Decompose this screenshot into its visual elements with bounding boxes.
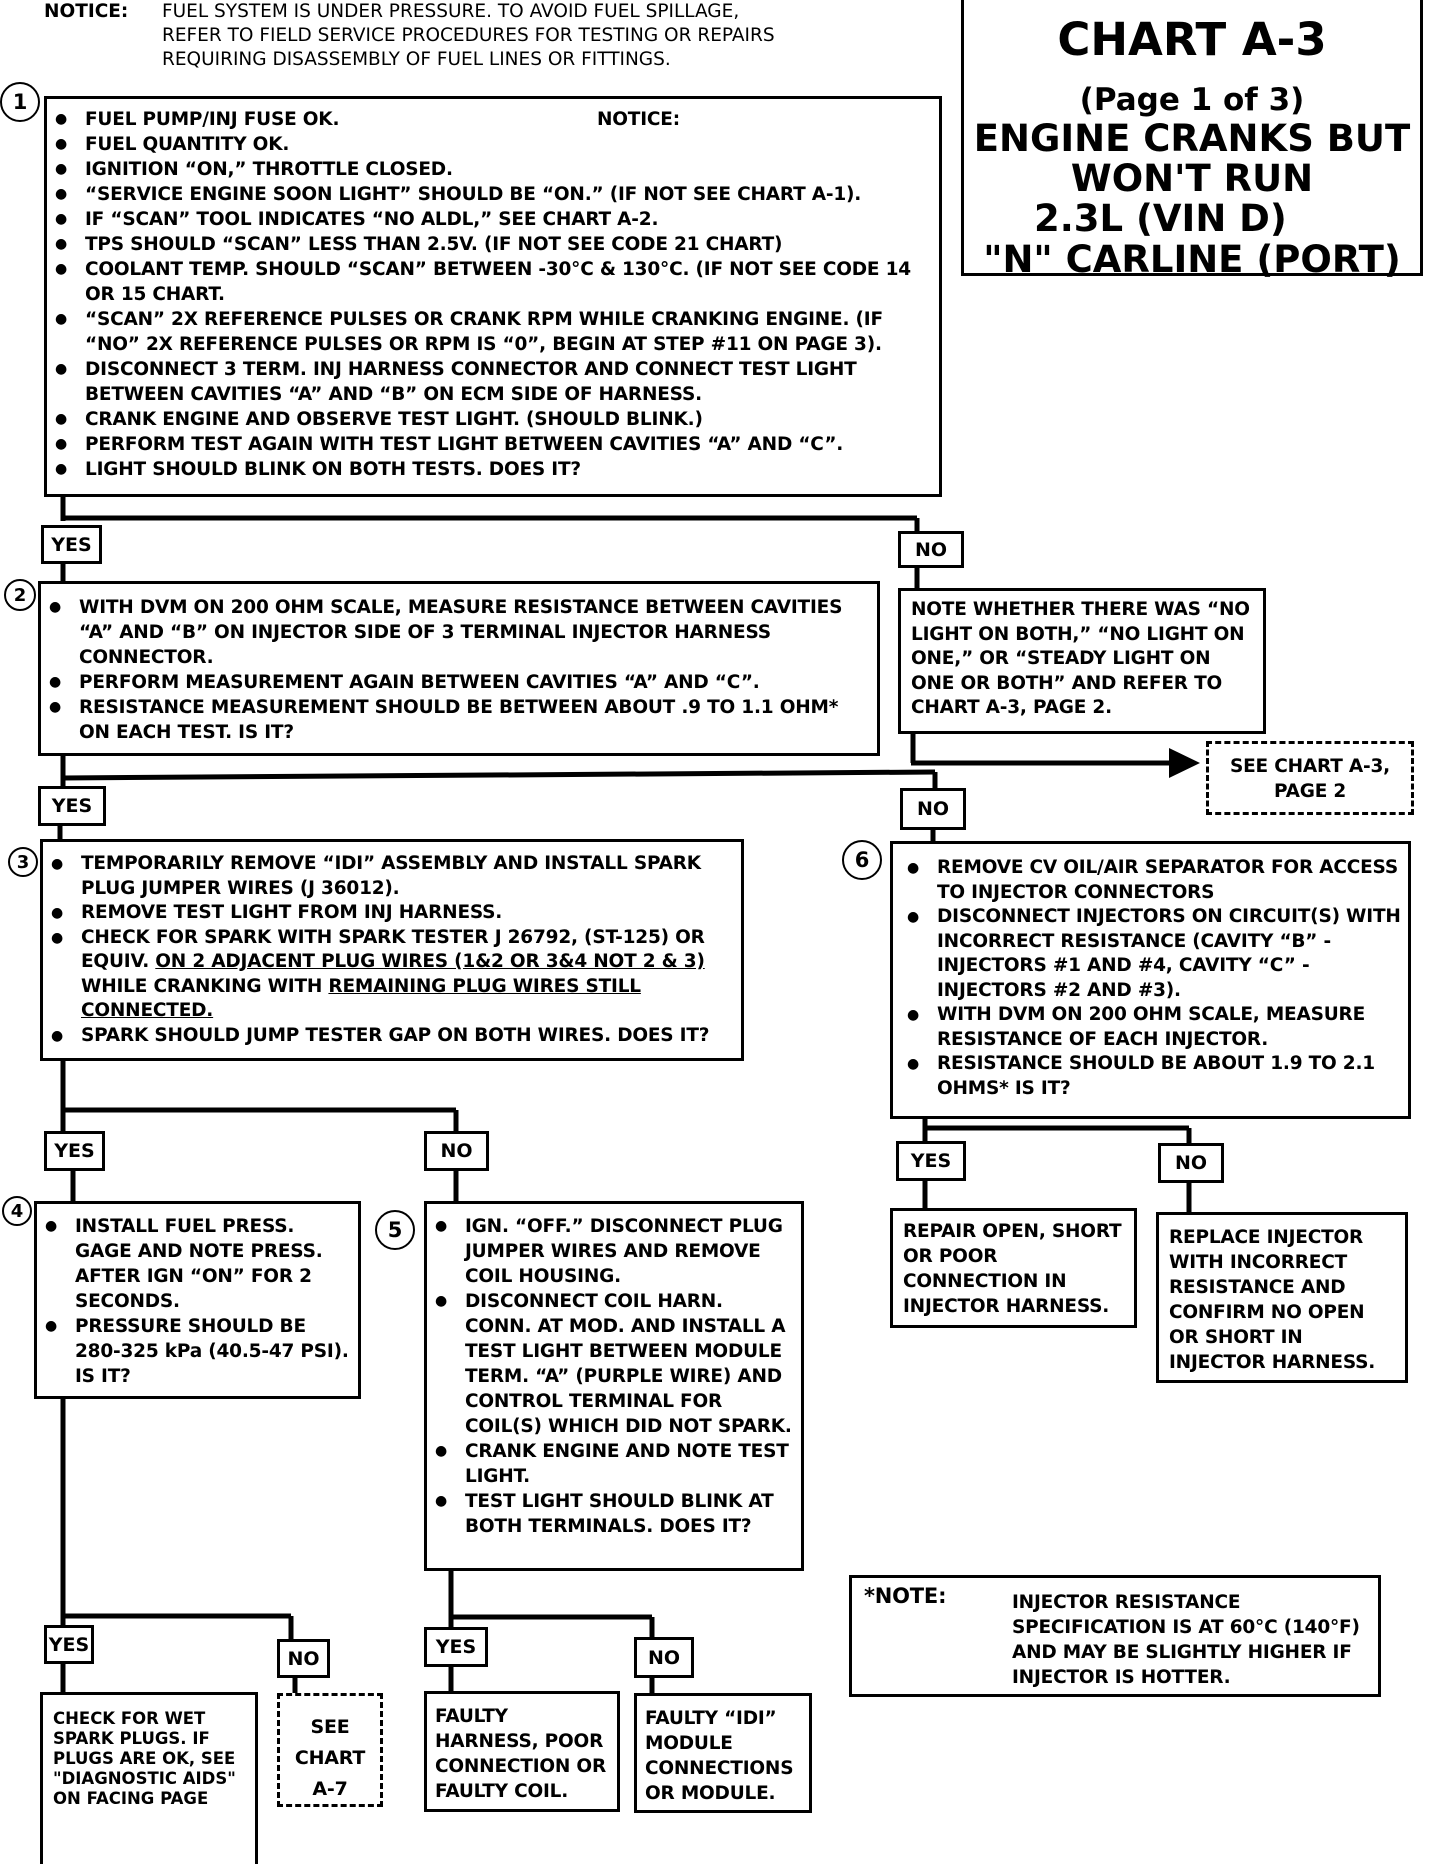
step-4-box (34, 1201, 361, 1399)
step-1-number: 1 (0, 82, 40, 122)
see-a7-line-1: SEE (310, 1716, 350, 1738)
step-4-yes-text: CHECK FOR WET SPARK PLUGS. IF PLUGS ARE OK, SEE "DIAGNOSTIC AIDS" ON FACING PAGE (53, 1709, 236, 1808)
notice-line-3: REQUIRING DISASSEMBLY OF FUEL LINES OR FITTINGS. (162, 49, 671, 70)
step-6-yes-result (890, 1208, 1137, 1328)
step-1-item: ● IGNITION “ON,” THROTTLE CLOSED. (51, 157, 933, 182)
connector-s2-split (63, 772, 935, 778)
step-5-no-label: NO (634, 1637, 694, 1678)
step-4-item: ● PRESSURE SHOULD BE 280-325 kPa (40.5-47 PSI). IS IT? (41, 1314, 352, 1389)
step-1-no-text: NOTE WHETHER THERE WAS “NO LIGHT ON BOTH,” “NO LIGHT ON ONE,” OR “STEADY LIGHT ON ONE OR BOTH” AND REFER TO CHART A-3, PAGE 2. (911, 599, 1250, 718)
step-5-no-result (634, 1693, 812, 1813)
step-1-yes-label: YES (41, 525, 102, 564)
see-a3-line-1: SEE CHART A-3, (1230, 756, 1390, 777)
step-2-number: 2 (4, 579, 36, 611)
step-5-box (424, 1201, 804, 1571)
chart-title: CHART A-3 (1057, 13, 1327, 66)
notice-label: NOTICE: (44, 1, 129, 22)
injector-note-box (849, 1575, 1381, 1697)
step-1-item: ● IF “SCAN” TOOL INDICATES “NO ALDL,” SEE CHART A-2. (51, 207, 933, 232)
step-5-number: 5 (375, 1210, 415, 1250)
step-1-item: ● CRANK ENGINE AND OBSERVE TEST LIGHT. (SHOULD BLINK.) (51, 407, 933, 432)
step-5-yes-label: YES (424, 1627, 488, 1667)
notice-line-1: FUEL SYSTEM IS UNDER PRESSURE. TO AVOID FUEL SPILLAGE, (162, 1, 740, 22)
chart-title-box (961, 0, 1423, 281)
step-2-item: ● RESISTANCE MEASUREMENT SHOULD BE BETWEEN ABOUT .9 TO 1.1 OHM* ON EACH TEST. IS IT? (45, 695, 871, 745)
see-a7-line-2: CHART (294, 1747, 366, 1769)
step-1-item: ● LIGHT SHOULD BLINK ON BOTH TESTS. DOES IT? (51, 457, 933, 482)
step-6-no-result (1156, 1212, 1408, 1383)
step-6-yes-text: REPAIR OPEN, SHORT OR POOR CONNECTION IN INJECTOR HARNESS. (903, 1221, 1122, 1317)
note-text: INJECTOR RESISTANCE SPECIFICATION IS AT 60°C (140°F) AND MAY BE SLIGHTLY HIGHER IF INJECTOR IS HOTTER. (1012, 1592, 1360, 1688)
step-2-yes-label: YES (38, 786, 106, 826)
step-4-item: ● INSTALL FUEL PRESS. GAGE AND NOTE PRESS. AFTER IGN “ON” FOR 2 SECONDS. (41, 1214, 352, 1314)
step-3-item3-underlined-1: ON 2 ADJACENT PLUG WIRES (1&2 OR 3&4 NOT 2 & 3) (155, 951, 705, 972)
step-3-item: ● SPARK SHOULD JUMP TESTER GAP ON BOTH WIRES. DOES IT? (47, 1024, 735, 1049)
step-6-no-text: REPLACE INJECTOR WITH INCORRECT RESISTANCE AND CONFIRM NO OPEN OR SHORT IN INJECTOR HARNESS. (1169, 1227, 1376, 1373)
step-3-yes-label: YES (44, 1131, 105, 1171)
step-6-box (890, 841, 1411, 1119)
step-2-item: ● PERFORM MEASUREMENT AGAIN BETWEEN CAVITIES “A” AND “C”. (45, 670, 871, 695)
step-5-yes-text: FAULTY HARNESS, POOR CONNECTION OR FAULTY COIL. (435, 1706, 607, 1802)
see-a7-line-3: A-7 (312, 1778, 348, 1800)
step-1-checklist (51, 107, 933, 482)
step-3-item: ● REMOVE TEST LIGHT FROM INJ HARNESS. (47, 901, 735, 926)
step-1-item: ● COOLANT TEMP. SHOULD “SCAN” BETWEEN -30°C & 130°C. (IF NOT SEE CODE 14 OR 15 CHART. (51, 257, 933, 307)
chart-carline: "N" CARLINE (PORT) (983, 238, 1401, 281)
step-3-number: 3 (8, 847, 38, 877)
step-5-item: ● TEST LIGHT SHOULD BLINK AT BOTH TERMINALS. DOES IT? (431, 1489, 795, 1539)
step-1-no-label: NO (898, 531, 964, 568)
step-5-no-text: FAULTY “IDI” MODULE CONNECTIONS OR MODULE. (645, 1708, 794, 1804)
step-6-item: ● WITH DVM ON 200 OHM SCALE, MEASURE RESISTANCE OF EACH INJECTOR. (903, 1003, 1402, 1052)
step-4-yes-label: YES (44, 1625, 94, 1664)
step-6-checklist (903, 856, 1402, 1101)
arrowhead-see-a3 (1169, 748, 1200, 778)
step-1-item: ● DISCONNECT 3 TERM. INJ HARNESS CONNECTOR AND CONNECT TEST LIGHT BETWEEN CAVITIES “A” AND “B” ON ECM SIDE OF HARNESS. (51, 357, 933, 407)
step-5-item: ● IGN. “OFF.” DISCONNECT PLUG JUMPER WIRES AND REMOVE COIL HOUSING. (431, 1214, 795, 1289)
see-chart-a7 (277, 1693, 383, 1807)
step-2-no-label: NO (900, 788, 966, 830)
step-5-item: ● CRANK ENGINE AND NOTE TEST LIGHT. (431, 1439, 795, 1489)
chart-subtitle-1: ENGINE CRANKS BUT (973, 117, 1411, 160)
step-6-number: 6 (842, 840, 882, 880)
step-1-notice: NOTICE: (597, 109, 680, 130)
step-5-item: ● DISCONNECT COIL HARN. CONN. AT MOD. AND INSTALL A TEST LIGHT BETWEEN MODULE TERM. “A” (PURPLE WIRE) AND CONTROL TERMINAL FOR COIL(S) WHICH DID NOT SPARK. (431, 1289, 795, 1439)
note-label: *NOTE: (864, 1584, 947, 1608)
step-1-item: ● FUEL PUMP/INJ FUSE OK. (51, 107, 933, 132)
step-1-item: ● PERFORM TEST AGAIN WITH TEST LIGHT BETWEEN CAVITIES “A” AND “C”. (51, 432, 933, 457)
step-3-item3-text-a: CHECK FOR SPARK WITH SPARK TESTER J 26792, (ST-125) OR EQUIV. (81, 926, 705, 972)
step-2-box (38, 581, 880, 756)
step-4-checklist (41, 1214, 352, 1389)
step-3-item (47, 926, 735, 1024)
see-chart-a3-page2 (1206, 741, 1414, 815)
step-2-checklist (45, 595, 871, 745)
step-3-item3-text-b: WHILE CRANKING WITH (81, 975, 329, 997)
step-3-item3-underlined-2: REMAINING PLUG WIRES STILL CONNECTED. (81, 975, 641, 1021)
step-1-no-result (898, 588, 1266, 734)
step-6-yes-label: YES (896, 1141, 966, 1181)
step-6-item: ● DISCONNECT INJECTORS ON CIRCUIT(S) WITH INCORRECT RESISTANCE (CAVITY “B” - INJECTORS #1 AND #4, CAVITY “C” - INJECTORS #2 AND #3). (903, 905, 1402, 1003)
chart-engine: 2.3L (VIN D) (1034, 197, 1287, 240)
step-3-item: ● TEMPORARILY REMOVE “IDI” ASSEMBLY AND INSTALL SPARK PLUG JUMPER WIRES (J 36012). (47, 852, 735, 901)
step-4-yes-result (40, 1692, 258, 1864)
see-a3-line-2: PAGE 2 (1273, 781, 1347, 802)
step-1-item: ● FUEL QUANTITY OK. (51, 132, 933, 157)
step-4-no-label: NO (277, 1639, 330, 1678)
step-2-item: ● WITH DVM ON 200 OHM SCALE, MEASURE RESISTANCE BETWEEN CAVITIES “A” AND “B” ON INJECTOR SIDE OF 3 TERMINAL INJECTOR HARNESS CONNECTOR. (45, 595, 871, 670)
step-5-yes-result (424, 1691, 620, 1812)
step-3-checklist (47, 852, 735, 1048)
step-5-checklist (431, 1214, 795, 1539)
chart-subtitle-2: WON'T RUN (1070, 157, 1314, 200)
chart-page: (Page 1 of 3) (1079, 82, 1305, 118)
step-1-item: ● “SERVICE ENGINE SOON LIGHT” SHOULD BE “ON.” (IF NOT SEE CHART A-1). (51, 182, 933, 207)
step-6-item: ● RESISTANCE SHOULD BE ABOUT 1.9 TO 2.1 OHMS* IS IT? (903, 1052, 1402, 1101)
step-1-box (44, 96, 942, 497)
step-1-item: ● TPS SHOULD “SCAN” LESS THAN 2.5V. (IF NOT SEE CODE 21 CHART) (51, 232, 933, 257)
step-6-no-label: NO (1158, 1143, 1224, 1183)
step-6-item: ● REMOVE CV OIL/AIR SEPARATOR FOR ACCESS TO INJECTOR CONNECTORS (903, 856, 1402, 905)
notice-line-2: REFER TO FIELD SERVICE PROCEDURES FOR TESTING OR REPAIRS (162, 25, 775, 46)
step-1-item: ● “SCAN” 2X REFERENCE PULSES OR CRANK RPM WHILE CRANKING ENGINE. (IF “NO” 2X REFERENCE PULSES OR RPM IS “0”, BEGIN AT STEP #11 ON PAGE 3). (51, 307, 933, 357)
step-3-box (40, 839, 744, 1061)
step-4-number: 4 (2, 1196, 32, 1226)
step-3-no-label: NO (424, 1131, 489, 1171)
